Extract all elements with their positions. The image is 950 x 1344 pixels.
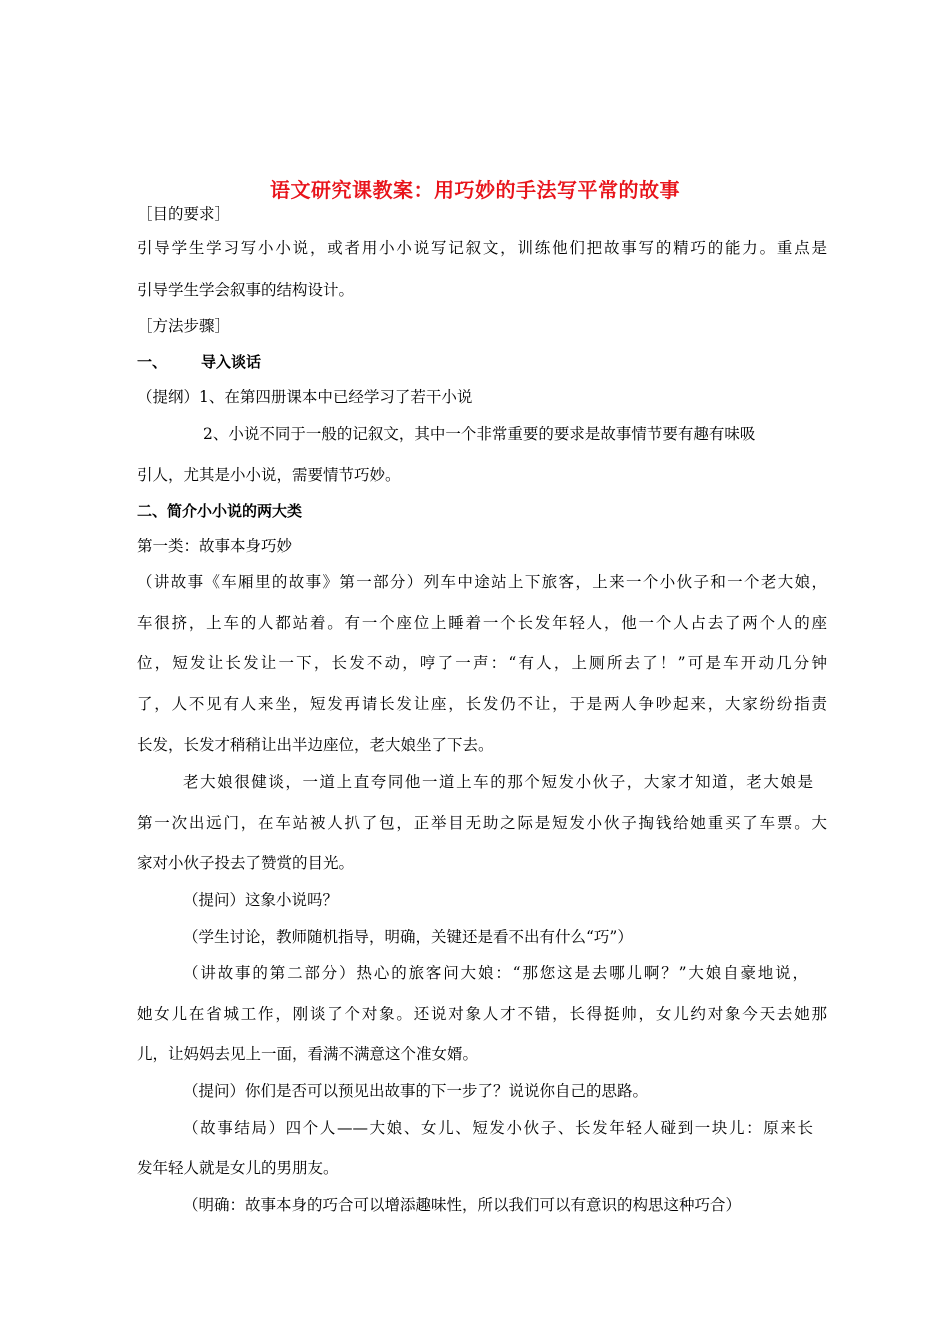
paragraph-line: 她女儿在省城工作，刚谈了个对象。还说对象人才不错，长得挺帅，女儿约对象今天去她那	[137, 1005, 827, 1023]
paragraph-line: （故事结局）四个人——大娘、女儿、短发小伙子、长发年轻人碰到一块儿：原来长	[183, 1119, 813, 1137]
paragraph-line: 儿，让妈妈去见上一面，看满不满意这个准女婿。	[137, 1045, 479, 1063]
step-title: 导入谈话	[201, 353, 262, 371]
paragraph-line: （讲故事《车厢里的故事》第一部分）列车中途站上下旅客，上来一个小伙子和一个老大娘，	[137, 573, 827, 591]
paragraph-line: （学生讨论，教师随机指导，明确，关键还是看不出有什么“巧”）	[183, 928, 633, 946]
paragraph-line: （提问）这象小说吗？	[183, 891, 339, 909]
paragraph-line: 发年轻人就是女儿的男朋友。	[137, 1159, 339, 1177]
document-title: 语文研究课教案：用巧妙的手法写平常的故事	[270, 178, 680, 202]
paragraph-line: （提问）你们是否可以预见出故事的下一步了？说说你自己的思路。	[183, 1082, 649, 1100]
step-heading-1	[137, 351, 827, 373]
paragraph-line: 家对小伙子投去了赞赏的目光。	[137, 854, 355, 872]
paragraph-line: 引导学生学习写小小说，或者用小小说写记叙文，训练他们把故事写的精巧的能力。重点是	[137, 239, 827, 257]
paragraph-line: （讲故事的第二部分）热心的旅客问大娘：“那您这是去哪儿啊？”大娘自豪地说，	[183, 964, 808, 982]
paragraph-line: 了，人不见有人来坐，短发再请长发让座，长发仍不让，于是两人争吵起来，大家纷纷指责	[137, 695, 827, 713]
paragraph-line: 2、小说不同于一般的记叙文，其中一个非常重要的要求是故事情节要有趣有味吸	[203, 425, 756, 443]
section-heading-goals: ［目的要求］	[137, 205, 231, 223]
subheading-type-1: 第一类：故事本身巧妙	[137, 537, 293, 555]
paragraph-line: 引人，尤其是小小说，需要情节巧妙。	[137, 466, 401, 484]
paragraph-line: 位，短发让长发让一下，长发不动，哼了一声：“有人，上厕所去了！”可是车开动几分钟	[137, 654, 827, 672]
paragraph-line: 第一次出远门，在车站被人扒了包，正举目无助之际是短发小伙子掏钱给她重买了车票。大	[137, 814, 827, 832]
paragraph-line: （提纲）1、在第四册课本中已经学习了若干小说	[137, 388, 473, 406]
paragraph-line: 引导学生学会叙事的结构设计。	[137, 281, 355, 299]
paragraph-line: 老大娘很健谈，一道上直夸同他一道上车的那个短发小伙子，大家才知道，老大娘是	[183, 773, 813, 791]
step-heading-2: 二、简介小小说的两大类	[137, 502, 303, 520]
paragraph-line: 长发，长发才稍稍让出半边座位，老大娘坐了下去。	[137, 736, 494, 754]
step-number: 一、	[137, 353, 168, 371]
section-heading-steps: ［方法步骤］	[137, 317, 231, 335]
paragraph-line: 车很挤，上车的人都站着。有一个座位上睡着一个长发年轻人，他一个人占去了两个人的座	[137, 614, 827, 632]
paragraph-line: （明确：故事本身的巧合可以增添趣味性，所以我们可以有意识的构思这种巧合）	[183, 1196, 742, 1214]
